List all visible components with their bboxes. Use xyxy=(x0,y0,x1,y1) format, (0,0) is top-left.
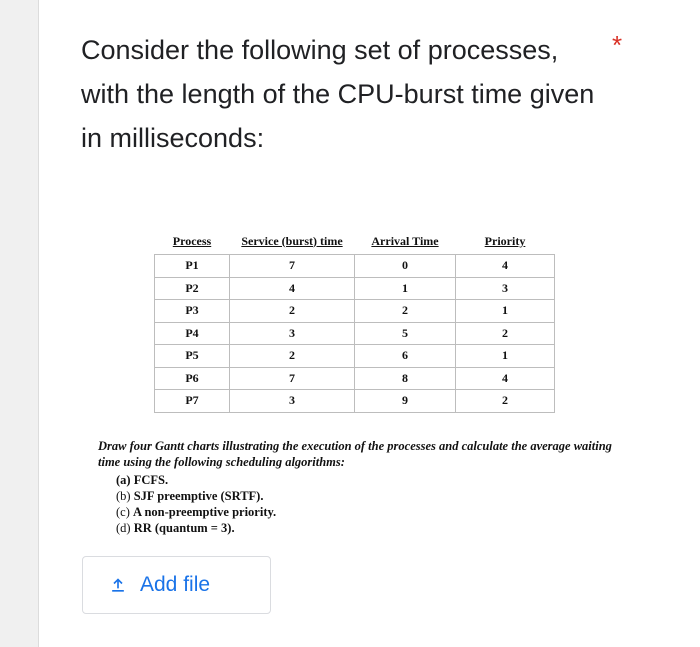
algorithm-name: FCFS. xyxy=(133,473,169,487)
algorithm-key: (d) xyxy=(116,521,131,535)
add-file-label: Add file xyxy=(140,573,211,596)
algorithm-key: (b) xyxy=(116,489,131,503)
algorithm-item xyxy=(116,488,276,504)
cell-process: P6 xyxy=(155,367,230,390)
algorithm-name: RR (quantum = 3). xyxy=(133,521,235,535)
cell-service-time: 7 xyxy=(230,367,355,390)
cell-arrival-time: 6 xyxy=(355,345,456,368)
question-title: Consider the following set of processes, with the length of the CPU-burst time given in milliseconds: xyxy=(81,35,595,153)
cell-priority: 4 xyxy=(456,255,555,278)
cell-process: P5 xyxy=(155,345,230,368)
cell-service-time: 2 xyxy=(230,300,355,323)
header-arrival-time: Arrival Time xyxy=(355,228,456,255)
table-row xyxy=(155,367,555,390)
cell-priority: 2 xyxy=(456,390,555,413)
cell-priority: 2 xyxy=(456,322,555,345)
cell-process: P2 xyxy=(155,277,230,300)
cell-arrival-time: 5 xyxy=(355,322,456,345)
table-row xyxy=(155,345,555,368)
cell-arrival-time: 9 xyxy=(355,390,456,413)
cell-service-time: 4 xyxy=(230,277,355,300)
process-table xyxy=(154,228,555,413)
table-row xyxy=(155,322,555,345)
upload-icon xyxy=(108,575,128,595)
cell-process: P1 xyxy=(155,255,230,278)
header-process: Process xyxy=(155,228,230,255)
question-image xyxy=(92,210,637,556)
header-service-time: Service (burst) time xyxy=(230,228,355,255)
algorithm-list xyxy=(116,472,276,536)
algorithm-key: (a) xyxy=(116,473,131,487)
cell-arrival-time: 0 xyxy=(355,255,456,278)
algorithm-item xyxy=(116,504,276,520)
table-row xyxy=(155,390,555,413)
table-header-row xyxy=(155,228,555,255)
cell-priority: 1 xyxy=(456,300,555,323)
cell-process: P3 xyxy=(155,300,230,323)
cell-service-time: 2 xyxy=(230,345,355,368)
cell-priority: 3 xyxy=(456,277,555,300)
algorithm-item xyxy=(116,520,276,536)
cell-arrival-time: 8 xyxy=(355,367,456,390)
cell-arrival-time: 2 xyxy=(355,300,456,323)
table-row xyxy=(155,277,555,300)
cell-arrival-time: 1 xyxy=(355,277,456,300)
cell-process: P7 xyxy=(155,390,230,413)
cell-priority: 1 xyxy=(456,345,555,368)
algorithm-key: (c) xyxy=(116,505,130,519)
required-asterisk: * xyxy=(612,30,623,60)
cell-process: P4 xyxy=(155,322,230,345)
table-row xyxy=(155,255,555,278)
cell-service-time: 3 xyxy=(230,390,355,413)
add-file-button[interactable] xyxy=(82,556,271,614)
table-row xyxy=(155,300,555,323)
header-priority: Priority xyxy=(456,228,555,255)
cell-priority: 4 xyxy=(456,367,555,390)
cell-service-time: 7 xyxy=(230,255,355,278)
algorithm-name: A non-preemptive priority. xyxy=(133,505,277,519)
cell-service-time: 3 xyxy=(230,322,355,345)
algorithm-name: SJF preemptive (SRTF). xyxy=(133,489,264,503)
algorithm-item xyxy=(116,472,276,488)
instructions-text: Draw four Gantt charts illustrating the execution of the processes and calculate the average waiting time using the following scheduling algorithms: xyxy=(98,439,612,469)
